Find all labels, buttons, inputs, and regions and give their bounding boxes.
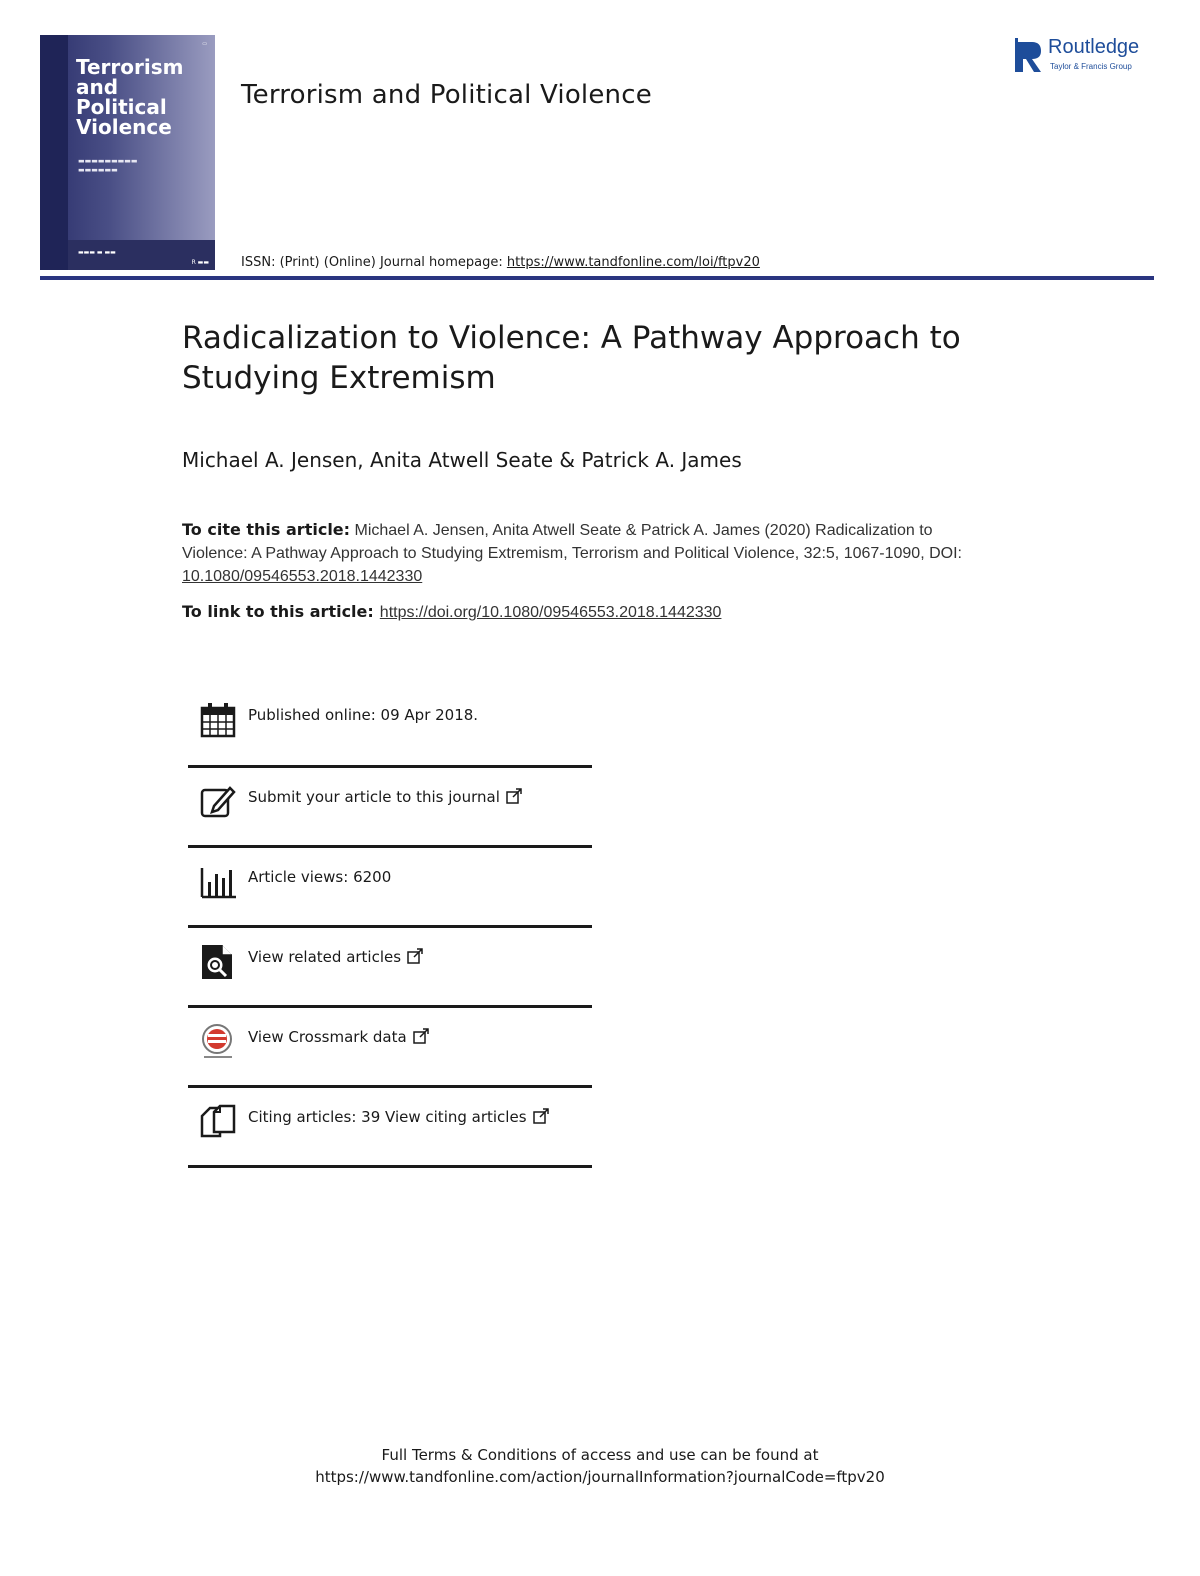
submit-article-row[interactable] bbox=[188, 768, 592, 848]
crossmark-label: View Crossmark data bbox=[248, 1028, 407, 1046]
issn-line bbox=[241, 255, 760, 270]
citing-articles-row[interactable] bbox=[188, 1088, 592, 1168]
article-link-line bbox=[182, 602, 721, 622]
issn-text: ISSN: (Print) (Online) Journal homepage: bbox=[241, 255, 507, 270]
citation-block bbox=[182, 518, 1002, 588]
logo-name: Routledge bbox=[1048, 36, 1140, 58]
cover-title bbox=[76, 57, 183, 137]
external-link-icon bbox=[413, 1028, 429, 1044]
crossmark-row[interactable] bbox=[188, 1008, 592, 1088]
related-articles-label: View related articles bbox=[248, 948, 402, 966]
citing-articles-link[interactable] bbox=[248, 1108, 549, 1126]
crossmark-icon bbox=[200, 1024, 236, 1060]
article-title: Radicalization to Violence: A Pathway Approach to Studying Extremism bbox=[182, 320, 961, 396]
calendar-icon bbox=[200, 702, 236, 738]
document-search-icon bbox=[200, 944, 236, 980]
article-views-row bbox=[188, 848, 592, 928]
routledge-r-icon bbox=[1014, 36, 1044, 76]
link-label: To link to this article: bbox=[182, 602, 374, 621]
cover-issue-tag: ▭ bbox=[202, 41, 207, 47]
external-link-icon bbox=[506, 788, 522, 804]
cover-publisher-mark: R ▬▬ bbox=[191, 259, 209, 266]
cover-title-line: Violence bbox=[76, 115, 172, 139]
bar-chart-icon bbox=[200, 864, 236, 900]
copy-documents-icon bbox=[200, 1104, 236, 1140]
submit-article-label: Submit your article to this journal bbox=[248, 788, 500, 806]
article-permalink[interactable]: https://doi.org/10.1080/09546553.2018.1442330 bbox=[379, 604, 722, 621]
cite-label: To cite this article: bbox=[182, 520, 351, 539]
crossmark-link[interactable] bbox=[248, 1028, 429, 1046]
cover-volume-blur: ▬▬▬ ▬ ▬▬ bbox=[78, 249, 116, 256]
header-divider bbox=[40, 276, 1154, 280]
cover-subtitle-blur: ▬▬▬▬▬▬▬▬▬ ▬▬▬▬▬▬ bbox=[78, 157, 138, 174]
cover-spine bbox=[40, 35, 68, 270]
article-authors: Michael A. Jensen, Anita Atwell Seate & Patrick A. James bbox=[182, 448, 742, 472]
journal-name: Terrorism and Political Violence bbox=[241, 80, 652, 110]
published-date: Published online: 09 Apr 2018. bbox=[248, 706, 479, 724]
logo-tagline: Taylor & Francis Group bbox=[1050, 62, 1132, 71]
routledge-logo bbox=[1014, 36, 1164, 76]
cite-text: Michael A. Jensen, Anita Atwell Seate & Patrick A. James (2020) Radicalization to Violence: A Pathway Approach to Studying Extremism, Terrorism and Political Violence, 32:5, 1067-1090, DOI: bbox=[182, 522, 962, 562]
terms-text: Full Terms & Conditions of access and use can be found at bbox=[381, 1446, 819, 1464]
cover-title-line: and bbox=[76, 75, 119, 99]
article-info-list bbox=[188, 686, 592, 1168]
journal-homepage-link[interactable]: https://www.tandfonline.com/loi/ftpv20 bbox=[506, 255, 760, 270]
terms-url[interactable]: https://www.tandfonline.com/action/journalInformation?journalCode=ftpv20 bbox=[315, 1468, 885, 1486]
cover-title-line: Terrorism bbox=[76, 55, 184, 79]
external-link-icon bbox=[533, 1108, 549, 1124]
article-views-count: Article views: 6200 bbox=[248, 868, 392, 886]
related-articles-link[interactable] bbox=[248, 948, 423, 966]
citing-articles-label: Citing articles: 39 View citing articles bbox=[248, 1108, 527, 1126]
submit-article-link[interactable] bbox=[248, 788, 522, 806]
cover-title-line: Political bbox=[76, 95, 167, 119]
external-link-icon bbox=[407, 948, 423, 964]
terms-footer bbox=[0, 1444, 1200, 1488]
edit-icon bbox=[200, 784, 236, 820]
journal-cover-image bbox=[40, 35, 215, 270]
published-row bbox=[188, 686, 592, 768]
doi-link[interactable]: 10.1080/09546553.2018.1442330 bbox=[182, 568, 423, 585]
related-articles-row[interactable] bbox=[188, 928, 592, 1008]
